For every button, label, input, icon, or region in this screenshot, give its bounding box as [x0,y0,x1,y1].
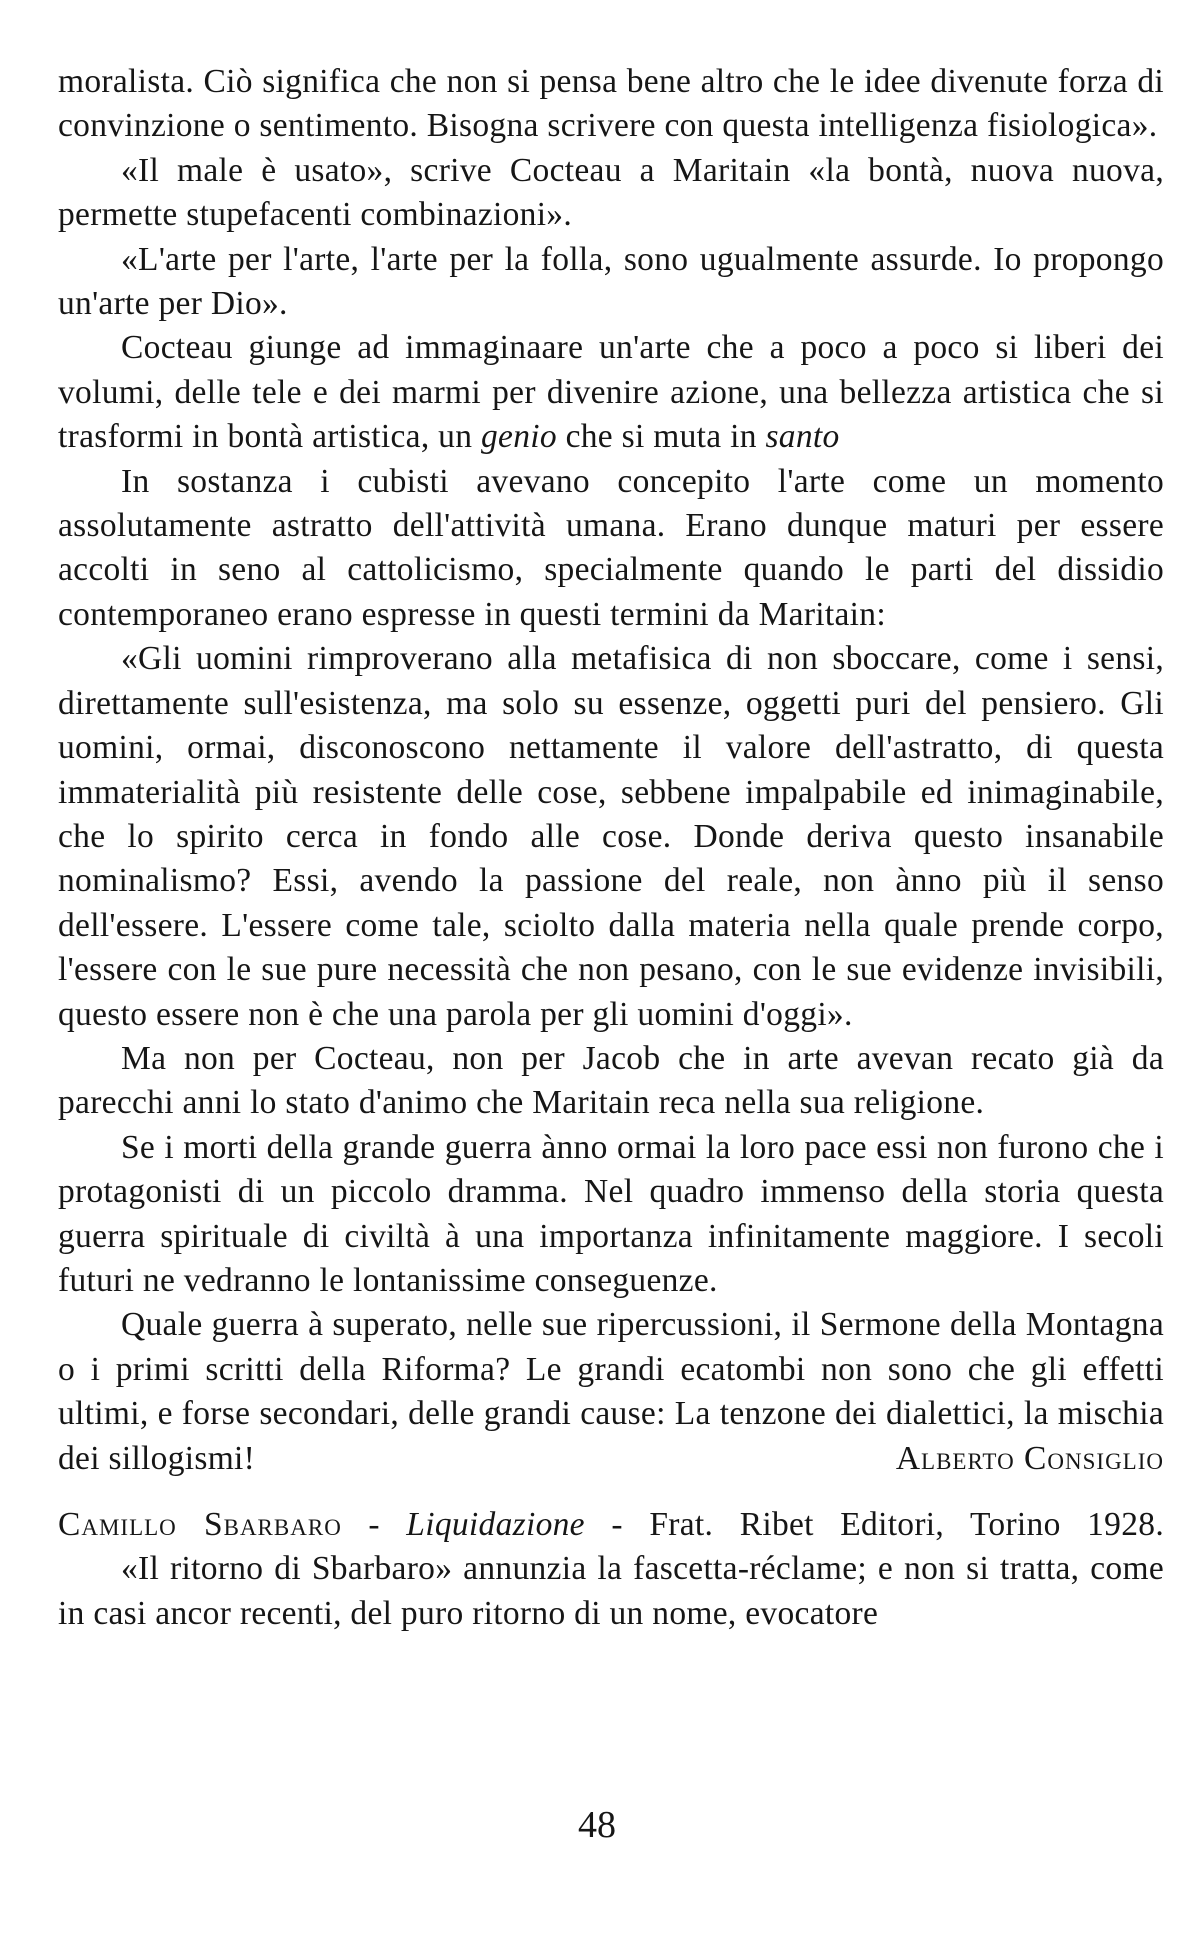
text-run: Cocteau giunge ad immaginaare un'arte che a poco a poco si liberi dei volumi, delle tele e dei marmi per divenire azione, una bellezza artistica che si trasformi in bontà artistica, un [58,329,1164,456]
paragraph-sermone [58,1303,1164,1481]
page-number: 48 [578,1804,616,1846]
paragraph-quote-cocteau: «Il male è usato», scrive Cocteau a Maritain «la bontà, nuova nuova, permette stupefacenti combinazioni». [58,151,1164,234]
author-signature: Alberto Consiglio [895,1439,1164,1477]
review-publisher: Frat. Ribet Editori, Torino 1928. [649,1506,1165,1543]
review-author: Camillo Sbarbaro [58,1506,342,1543]
paragraph-cocteau-arte [58,326,1164,459]
paragraph-guerra: Se i morti della grande guerra ànno ormai la loro pace essi non furono che i protagonisti di un piccolo dramma. Nel quadro immenso della storia questa guerra spirituale di civiltà à una importanza infinitamente maggiore. I secoli futuri ne vedranno le lontanissime conseguenze. [58,1128,1164,1299]
paragraph-jacob: Ma non per Cocteau, non per Jacob che in arte avevan recato già da parecchi anni lo stato d'animo che Maritain reca nella sua religione. [58,1039,1164,1122]
review-paragraph: «Il ritorno di Sbarbaro» annunzia la fascetta-réclame; e non si tratta, come in casi ancor recenti, del puro ritorno di un nome, evocatore [58,1550,1164,1632]
separator: - [584,1506,650,1543]
italic-genio: genio [480,418,557,456]
book-review [58,1503,1164,1636]
text-run: che si muta in [556,418,766,456]
review-book-title: Liquidazione [406,1506,585,1543]
italic-santo: santo [765,418,840,456]
paragraph-cubisti: In sostanza i cubisti avevano concepito l'arte come un momento assolutamente astratto dell'attività umana. Erano dunque maturi per essere accolti in seno al cattolicismo, specialmente quando le parti del dissidio contemporaneo erano espresse in questi termini da Maritain: [58,462,1164,633]
body-text [58,60,1164,1636]
separator: - [341,1506,407,1543]
text-run: Quale guerra à superato, nelle sue ripercussioni, il Sermone della Montagna o i primi scritti della Riforma? Le grandi ecatombi non sono che gli effetti ultimi, e forse secondari, delle grandi cause: La tenzone dei dialettici, la mischia dei sillogismi! [58,1306,1164,1477]
paragraph-quote-maritain: «Gli uomini rimproverano alla metafisica di non sboccare, come i sensi, direttamente sull'esistenza, ma solo su essenze, oggetti puri del pensiero. Gli uomini, ormai, disconoscono nettamente il valore dell'astratto, di questa immaterialità più resistente delle cose, sebbene impalpabile ed inimaginabile, che lo spirito cerca in fondo alle cose. Donde deriva questo insanabile nominalismo? Essi, avendo la passione del reale, non ànno più il senso dell'essere. L'essere come tale, sciolto dalla materia nella quale prende corpo, l'essere con le sue pure necessità che non pesano, con le sue evidenze invisibili, questo essere non è che una parola per gli uomini d'oggi». [58,640,1164,1033]
paragraph-quote-arte: «L'arte per l'arte, l'arte per la folla, sono ugualmente assurde. Io propongo un'arte per Dio». [58,240,1164,323]
paragraph-continuation: moralista. Ciò significa che non si pensa bene altro che le idee divenute forza di convinzione o sentimento. Bisogna scrivere con questa intelligenza fisiologica». [58,63,1164,145]
review-heading [58,1503,1164,1547]
